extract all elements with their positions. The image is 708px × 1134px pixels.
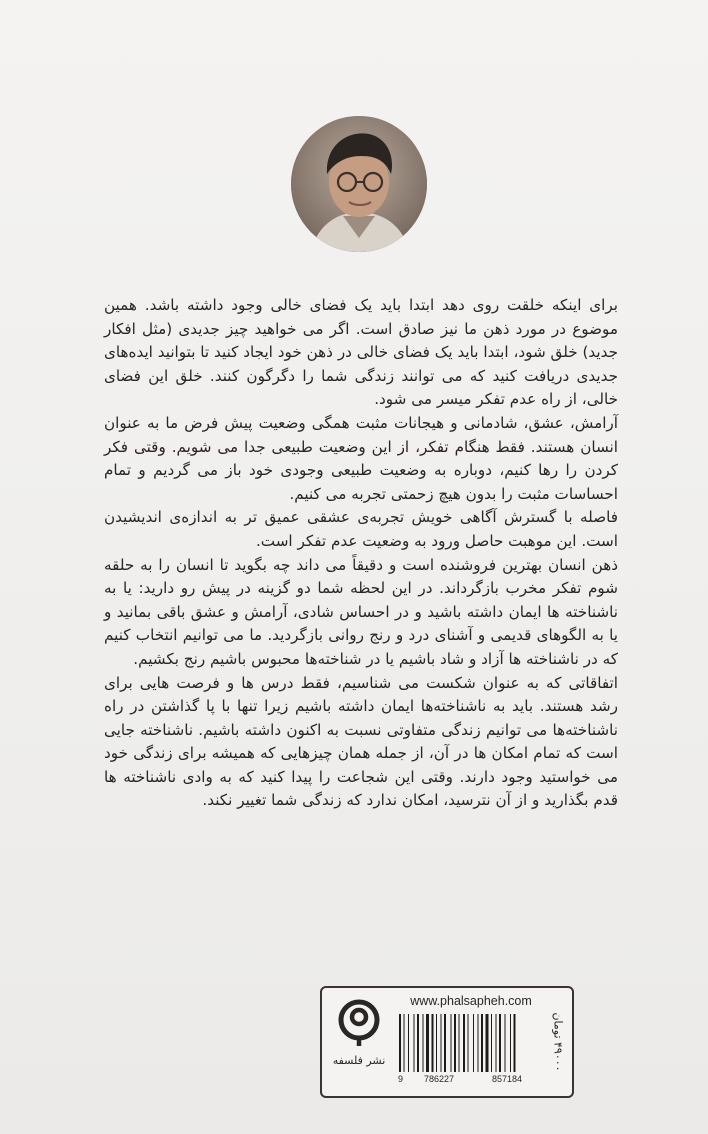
barcode-bar <box>414 1014 415 1072</box>
author-portrait-icon <box>291 116 427 252</box>
barcode-bar <box>459 1014 460 1072</box>
blurb-paragraph: آرامش، عشق، شادمانی و هیجانات مثبت همگی وضعیت پیش فرض ما به عنوان انسان هستند. فقط هنگام تفکر، از این وضعیت طبیعی جدا می شویم. وقتی فکر کردن را رها کنیم، دوباره به وضعیت طبیعی وجودی خود باز می گردیم و تمام احساسات مثبت را بدون هیچ زحمتی تجربه می کنیم. <box>104 413 618 503</box>
barcode-bar <box>491 1014 492 1072</box>
author-photo <box>291 116 427 252</box>
barcode-bar <box>486 1014 489 1072</box>
barcode-bar <box>417 1014 419 1072</box>
isbn-digits <box>396 1074 546 1088</box>
publisher-logo <box>328 994 390 1090</box>
isbn-barcode <box>398 1014 540 1072</box>
barcode-bar <box>426 1014 429 1072</box>
blurb-paragraph: فاصله با گسترش آگاهی خویش تجربه‌ی عشقی عمیق تر به اندازه‌ی اندیشیدن است. این موهبت حاصل ورود به وضعیت عدم تفکر است. <box>104 508 618 550</box>
isbn-group-2: 857184 <box>492 1074 523 1084</box>
isbn-group-1: 786227 <box>424 1074 455 1084</box>
barcode-bar <box>473 1014 474 1072</box>
barcode-bar <box>423 1014 424 1072</box>
barcode-bar <box>514 1014 516 1072</box>
isbn-prefix: 9 <box>398 1074 404 1084</box>
phalsapheh-logo-icon <box>337 998 381 1048</box>
blurb-text <box>104 294 618 813</box>
barcode-bar <box>436 1014 437 1072</box>
blurb-paragraph: اتفاقاتی که به عنوان شکست می شناسیم، فقط درس ها و فرصت هایی برای رشد هستند. باید به ناشناخته‌ها ایمان داشته باشیم زیرا تنها با پا گذاشتن در راه ناشناخته‌ها می توانیم زندگی متفاوتی نسبت به اکنون داشته باشیم. ناشناخته جایی است که تمام امکان ها در آن، از جمله همان چیزهایی که همیشه برای زندگی خود می خواستید وجود دارند. وقتی این شجاعت را پیدا کنید که به وادی ناشناخته ها قدم بگذارید و از آن نترسید، امکان ندارد که زندگی شما تغییر نکند. <box>104 673 618 810</box>
price-text: ۴۹۰۰۰ تومان <box>551 1012 565 1072</box>
barcode-bar <box>468 1014 469 1072</box>
barcode-bar <box>463 1014 465 1072</box>
barcode-bar <box>499 1014 501 1072</box>
barcode-bar <box>496 1014 497 1072</box>
barcode-bar <box>432 1014 434 1072</box>
barcode-bar <box>399 1014 401 1072</box>
barcode-bar <box>478 1014 479 1072</box>
barcode-bar <box>505 1014 506 1072</box>
barcode-bar <box>451 1014 452 1072</box>
publisher-website[interactable]: www.phalsapheh.com <box>410 994 532 1008</box>
barcode-bar <box>510 1014 511 1072</box>
imprint-box <box>320 986 574 1098</box>
blurb-paragraph: برای اینکه خلقت روی دهد ابتدا باید یک فضای خالی وجود داشته باشد. همین موضوع در مورد ذهن ما نیز صادق است. اگر می خواهید چیز جدیدی (مثل افکار جدید) خلق شود، ابتدا باید یک فضای خالی در ذهن خود ایجاد کنید تا بتوانید ایده‌های جدیدی دریافت کنید که می توانند زندگی شما را دگرگون کنند. خلق این فضای خالی، از راه عدم تفکر میسر می شود. <box>104 296 618 409</box>
barcode-bar <box>444 1014 446 1072</box>
barcode-bar <box>408 1014 409 1072</box>
blurb-paragraph: ذهن انسان بهترین فروشنده است و دقیقاً می داند چه بگوید تا انسان را به حلقه شوم تفکر مخرب بازگرداند. در این لحظه شما دو گزینه در پیش رو دارید: یا به ناشناخته ها ایمان داشته باشید و در احساس شادی، آرامش و عشق باقی بمانید و یا به الگوهای قدیمی و آشنای درد و رنج روانی بازگردید. ما می توانیم انتخاب کنیم که در ناشناخته ها آزاد و شاد باشیم یا در شناخته‌ها محبوس باشیم رنج بکشیم. <box>104 555 618 668</box>
barcode-bar <box>454 1014 456 1072</box>
barcode-bar <box>481 1014 483 1072</box>
barcode-bar <box>404 1014 405 1072</box>
price-label <box>548 992 568 1092</box>
barcode-bar <box>441 1014 442 1072</box>
publisher-name: نشر فلسفه <box>332 1054 386 1067</box>
